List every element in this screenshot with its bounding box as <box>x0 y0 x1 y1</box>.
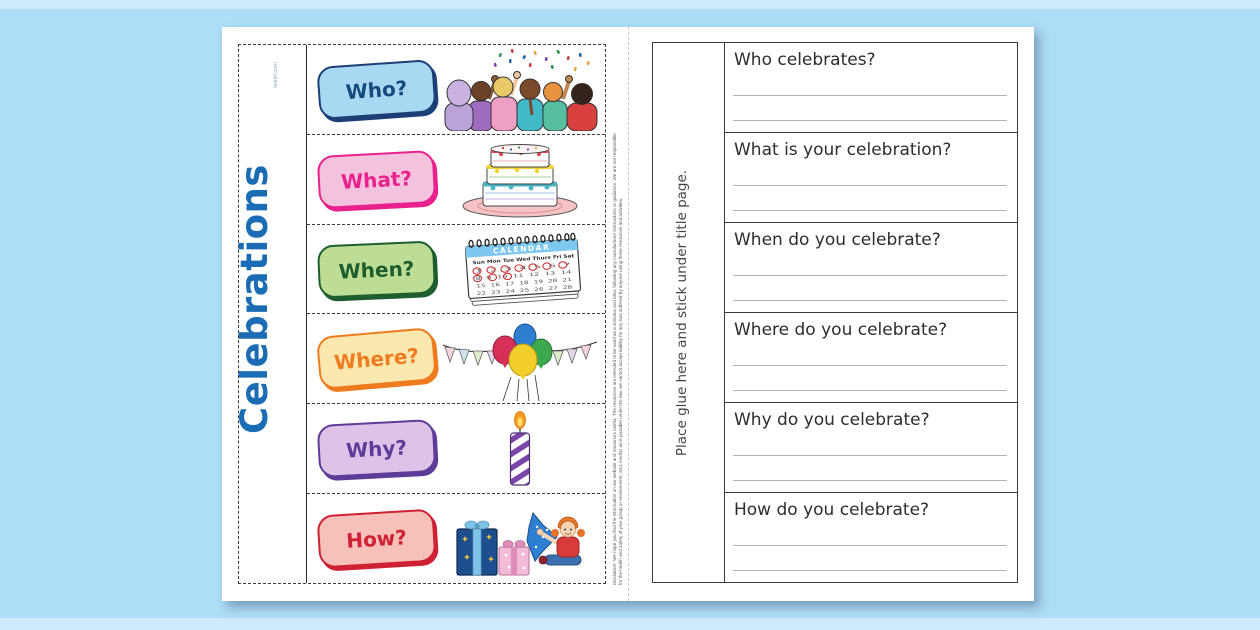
writing-line <box>733 455 1007 456</box>
writing-line <box>733 185 1007 186</box>
opening-presents-icon <box>435 494 605 583</box>
question-text: What is your celebration? <box>734 140 952 160</box>
cut-out-area <box>238 44 606 584</box>
tab-row-how <box>307 494 605 583</box>
question-text: Who celebrates? <box>734 50 876 70</box>
writing-line <box>733 545 1007 546</box>
section-when <box>725 223 1017 313</box>
writing-line <box>733 480 1007 481</box>
glue-column <box>653 43 725 582</box>
calendar-week-2: 8 9 10 11 12 13 14 <box>475 273 526 283</box>
writing-line <box>733 390 1007 391</box>
question-text: How do you celebrate? <box>734 500 930 520</box>
calendar-week-1: 1 2 3 4 5 6 7 <box>474 267 512 275</box>
where-tab: Where? <box>316 327 437 390</box>
section-why <box>725 403 1017 493</box>
question-text: When do you celebrate? <box>734 230 941 250</box>
answer-table <box>652 42 1018 583</box>
tab-row-when <box>307 225 605 315</box>
calendar-week-4: 22 23 24 25 26 27 28 <box>476 288 533 298</box>
balloons-and-bunting-icon <box>435 314 605 403</box>
watermark-text: twinkl.com <box>273 62 279 88</box>
tab-row-why <box>307 404 605 494</box>
tab-row-what <box>307 135 605 225</box>
why-tab: Why? <box>317 419 437 478</box>
how-tab: How? <box>316 509 436 569</box>
writing-line <box>733 365 1007 366</box>
fold-line <box>628 27 629 601</box>
glue-instruction: Place glue here and stick under title page. <box>674 169 690 457</box>
tab-row-who <box>307 45 605 135</box>
who-tab: Who? <box>316 59 436 120</box>
when-tab: When? <box>317 240 436 298</box>
writing-line <box>733 95 1007 96</box>
writing-line <box>733 120 1007 121</box>
writing-line <box>733 275 1007 276</box>
calendar-title: CALENDAR <box>492 242 551 256</box>
question-text: Where do you celebrate? <box>734 320 948 340</box>
section-who <box>725 43 1017 133</box>
worksheet-spread <box>222 27 1034 601</box>
writing-line <box>733 570 1007 571</box>
section-how <box>725 493 1017 582</box>
birthday-cake-icon <box>435 135 605 224</box>
birthday-candle-icon <box>435 404 605 493</box>
background-band-bottom <box>0 618 1260 630</box>
tab-row-where <box>307 314 605 404</box>
page-title: Celebrations <box>233 164 276 434</box>
question-sections <box>725 43 1017 582</box>
writing-line <box>733 300 1007 301</box>
title-column <box>239 45 307 583</box>
disclaimer-text: Disclaimer: We hope you find the information on our website and resources useful. The resources are intended to be used as a stimulus and idea, following any manufacturer instructions or guidance. We are not responsible for the health and safety of your group or environment; and, insofar as is possible under the law, we cannot accept liability for any loss suffered by anyone using these resources and activities. <box>612 133 624 585</box>
party-children-icon <box>435 45 605 134</box>
calendar-week-3: 15 16 17 18 19 20 21 <box>475 280 532 290</box>
writing-line <box>733 210 1007 211</box>
section-what <box>725 133 1017 223</box>
background-band-top <box>0 0 1260 9</box>
calendar-icon <box>435 225 605 314</box>
what-tab: What? <box>317 150 437 209</box>
confetti <box>493 49 590 72</box>
section-where <box>725 313 1017 403</box>
calendar-days: Sun Mon Tue Wed Thurs Fri Sat <box>472 255 554 267</box>
question-text: Why do you celebrate? <box>734 410 930 430</box>
question-tab-rows <box>307 45 605 583</box>
